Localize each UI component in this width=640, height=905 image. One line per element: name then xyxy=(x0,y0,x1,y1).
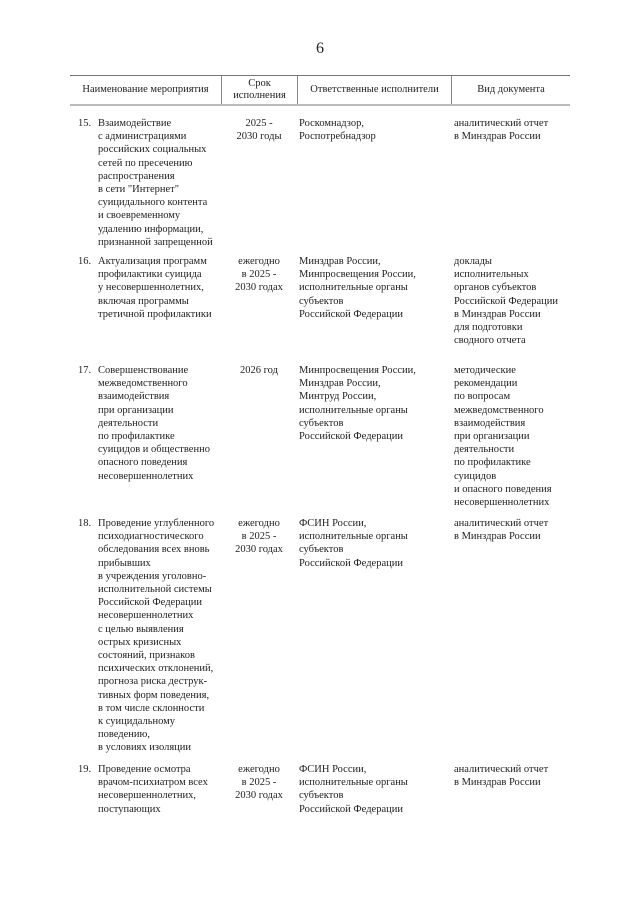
text-line: ФСИН России, xyxy=(299,764,367,775)
text-line: 2030 годах xyxy=(235,790,283,802)
executors-cell xyxy=(299,517,449,570)
text-line: межведомственного xyxy=(98,378,188,390)
text-line: удалению информации, xyxy=(98,223,204,235)
text-line: деятельности xyxy=(98,417,159,429)
text-line: с целью выявления xyxy=(98,623,184,635)
text-line: аналитический отчет xyxy=(454,118,549,129)
text-line: к суицидальному xyxy=(98,716,176,728)
term-cell xyxy=(222,763,296,803)
text-line: в 2025 - xyxy=(241,269,277,281)
header-term xyxy=(222,76,297,104)
text-line: 2030 годах xyxy=(235,282,283,294)
text-line: с администрациями xyxy=(98,131,187,143)
text-line: Минтруд России, xyxy=(299,391,377,403)
text-line: Актуализация программ xyxy=(98,256,207,267)
text-line: в сети "Интернет" xyxy=(98,184,180,196)
executors-cell xyxy=(299,364,449,443)
text-line: тивных форм поведения, xyxy=(98,689,210,701)
text-line: суицидов и общественно xyxy=(98,444,210,456)
doc-type-cell xyxy=(454,364,574,509)
text-line: субъектов xyxy=(299,790,344,802)
text-line: по профилактике xyxy=(98,431,175,443)
text-line: суицидального контента xyxy=(98,197,208,209)
text-line: рекомендации xyxy=(454,378,518,390)
text-line: в учреждения уголовно- xyxy=(98,570,207,582)
header-executors: Ответственные исполнители xyxy=(310,84,439,95)
text-line: прогноза риска деструк- xyxy=(98,676,208,688)
text-line: исполнительные органы xyxy=(299,531,408,543)
text-line: несовершеннолетних xyxy=(98,610,194,622)
text-line: поступающих xyxy=(98,803,161,815)
text-line: Российской Федерации xyxy=(454,295,558,307)
executors-cell xyxy=(299,255,449,321)
text-line: аналитический отчет xyxy=(454,764,549,775)
text-line: в Минздрав России xyxy=(454,531,541,543)
executors-cell xyxy=(299,117,449,143)
row-number: 19. xyxy=(78,764,92,775)
text-line: исполнительные органы xyxy=(299,777,408,789)
text-line: прибывших xyxy=(98,557,151,569)
page-number: 6 xyxy=(316,40,324,57)
text-line: Российской Федерации xyxy=(299,803,403,815)
text-line: распространения xyxy=(98,170,175,182)
row-number: 17. xyxy=(78,365,92,376)
row-number: 15. xyxy=(78,118,92,129)
text-line: психических отклонений, xyxy=(98,663,214,675)
text-line: при организации xyxy=(98,404,174,416)
text-line: и опасного поведения xyxy=(454,483,552,495)
text-line: субъектов xyxy=(299,544,344,556)
term-cell xyxy=(222,255,296,295)
text-line: 2030 годах xyxy=(235,544,283,556)
text-line: Российской Федерации xyxy=(299,308,403,320)
executors-cell xyxy=(299,763,449,816)
text-line: 2025 - xyxy=(245,118,273,129)
text-line: Минздрав России, xyxy=(299,256,381,267)
text-line: психодиагностического xyxy=(98,531,204,543)
text-line: Совершенствование xyxy=(98,365,189,376)
text-line: опасного поведения xyxy=(98,457,188,469)
text-line: у несовершеннолетних, xyxy=(98,282,204,294)
text-line: при организации xyxy=(454,431,530,443)
text-line: признанной запрещенной xyxy=(98,236,213,248)
text-line: Российской Федерации xyxy=(98,597,202,609)
text-line: суицидов xyxy=(454,470,497,482)
text-line: в том числе склонности xyxy=(98,702,205,714)
term-cell xyxy=(222,517,296,557)
text-line: доклады xyxy=(454,256,492,267)
doc-type-cell xyxy=(454,517,574,543)
doc-type-cell xyxy=(454,117,574,143)
text-line: третичной профилактики xyxy=(98,308,212,320)
table-header xyxy=(70,75,570,106)
text-line: несовершеннолетних xyxy=(98,470,194,482)
header-term-line1: Срок xyxy=(248,78,271,89)
text-line: 2026 год xyxy=(240,365,278,376)
text-line: состояний, признаков xyxy=(98,650,195,662)
measure-name xyxy=(98,364,228,483)
term-cell xyxy=(222,117,296,143)
text-line: исполнительных xyxy=(454,269,529,281)
text-line: по вопросам xyxy=(454,391,511,403)
text-line: российских социальных xyxy=(98,144,207,156)
measures-table xyxy=(70,75,570,815)
header-term-line2: исполнения xyxy=(233,90,286,101)
text-line: ФСИН России, xyxy=(299,518,367,529)
text-line: острых кризисных xyxy=(98,636,182,648)
text-line: несовершеннолетних xyxy=(454,497,550,509)
text-line: Проведение углубленного xyxy=(98,518,215,529)
text-line: поведению, xyxy=(98,729,150,741)
header-doc-type: Вид документа xyxy=(477,84,545,95)
text-line: в Минздрав России xyxy=(454,777,541,789)
measure-name xyxy=(98,255,228,321)
text-line: для подготовки xyxy=(454,322,523,334)
row-number: 16. xyxy=(78,256,92,267)
text-line: ежегодно xyxy=(238,764,280,775)
text-line: 2030 годы xyxy=(236,131,282,143)
text-line: деятельности xyxy=(454,444,515,456)
text-line: сводного отчета xyxy=(454,335,526,347)
text-line: врачом-психиатром всех xyxy=(98,777,208,789)
doc-type-cell xyxy=(454,255,574,347)
text-line: включая программы xyxy=(98,295,189,307)
text-line: Минпросвещения России, xyxy=(299,365,416,376)
measure-name xyxy=(98,517,228,755)
header-name: Наименование мероприятия xyxy=(82,84,209,95)
text-line: взаимодействия xyxy=(454,417,526,429)
text-line: методические xyxy=(454,365,516,376)
text-line: Проведение осмотра xyxy=(98,764,191,775)
text-line: в 2025 - xyxy=(241,531,277,543)
text-line: Взаимодействие xyxy=(98,118,172,129)
text-line: сетей по пресечению xyxy=(98,157,193,169)
text-line: профилактики суицида xyxy=(98,269,202,281)
text-line: Минпросвещения России, xyxy=(299,269,416,281)
text-line: исполнительной системы xyxy=(98,584,212,596)
text-line: исполнительные органы xyxy=(299,282,408,294)
text-line: взаимодействия xyxy=(98,391,170,403)
row-number: 18. xyxy=(78,518,92,529)
text-line: исполнительные органы xyxy=(299,404,408,416)
term-cell xyxy=(222,364,296,377)
text-line: субъектов xyxy=(299,295,344,307)
text-line: Российской Федерации xyxy=(299,557,403,569)
text-line: ежегодно xyxy=(238,518,280,529)
text-line: Минздрав России, xyxy=(299,378,381,390)
text-line: Российской Федерации xyxy=(299,431,403,443)
text-line: ежегодно xyxy=(238,256,280,267)
text-line: межведомственного xyxy=(454,404,544,416)
text-line: аналитический отчет xyxy=(454,518,549,529)
text-line: органов субъектов xyxy=(454,282,537,294)
text-line: обследования всех вновь xyxy=(98,544,210,556)
text-line: в 2025 - xyxy=(241,777,277,789)
text-line: Роспотребнадзор xyxy=(299,131,376,143)
text-line: субъектов xyxy=(299,417,344,429)
measure-name xyxy=(98,117,228,249)
text-line: и своевременному xyxy=(98,210,181,222)
measure-name xyxy=(98,763,228,816)
text-line: в условиях изоляции xyxy=(98,742,192,754)
text-line: несовершеннолетних, xyxy=(98,790,196,802)
text-line: в Минздрав России xyxy=(454,131,541,143)
text-line: по профилактике xyxy=(454,457,531,469)
doc-type-cell xyxy=(454,763,574,789)
text-line: в Минздрав России xyxy=(454,308,541,320)
text-line: Роскомнадзор, xyxy=(299,118,364,129)
